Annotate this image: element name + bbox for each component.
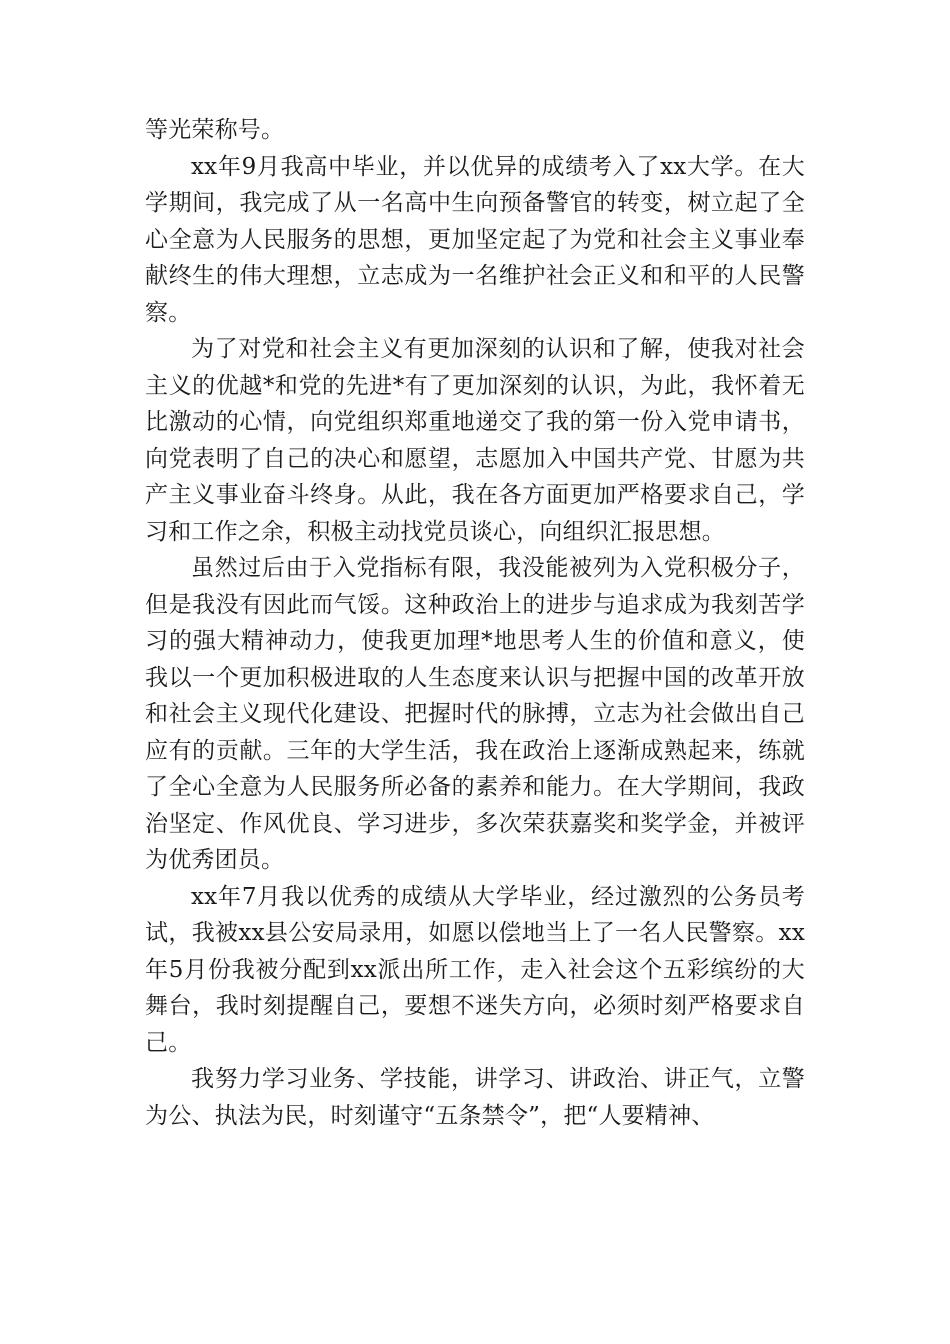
- paragraph: xx年9月我高中毕业，并以优异的成绩考入了xx大学。在大学期间，我完成了从一名高中生向预备警官的转变，树立起了全心全意为人民服务的思想，更加坚定起了为党和社会主义事业奉献终生的伟大理想，立志成为一名维护社会正义和和平的人民警察。: [145, 153, 805, 326]
- paragraph: 虽然过后由于入党指标有限，我没能被列为入党积极分子，但是我没有因此而气馁。这种政治上的进步与追求成为我刻苦学习的强大精神动力，使我更加理*地思考人生的价值和意义，使我以一个更加积极进取的人生态度来认识与把握中国的改革开放和社会主义现代化建设、把握时代的脉搏，立志为社会做出自己应有的贡献。三年的大学生活，我在政治上逐渐成熟起来，练就了全心全意为人民服务所必备的素养和能力。在大学期间，我政治坚定、作风优良、学习进步，多次荣获嘉奖和奖学金，并被评为优秀团员。: [145, 555, 805, 873]
- paragraph: 为了对党和社会主义有更加深刻的认识和了解，使我对社会主义的优越*和党的先进*有了更加深刻的认识，为此，我怀着无比激动的心情，向党组织郑重地递交了我的第一份入党申请书，向党表明了自己的决心和愿望，志愿加入中国共产党、甘愿为共产主义事业奋斗终身。从此，我在各方面更加严格要求自己，学习和工作之余，积极主动找党员谈心，向组织汇报思想。: [145, 336, 805, 545]
- document-page: [145, 112, 805, 1134]
- paragraph: xx年7月我以优秀的成绩从大学毕业，经过激烈的公务员考试，我被xx县公安局录用，如愿以偿地当上了一名人民警察。xx年5月份我被分配到xx派出所工作，走入社会这个五彩缤纷的大舞台，我时刻提醒自己，要想不迷失方向，必须时刻严格要求自己。: [145, 883, 805, 1056]
- paragraph: 我努力学习业务、学技能，讲学习、讲政治、讲正气，立警为公、执法为民，时刻谨守“五条禁令”，把“人要精神、: [145, 1066, 805, 1129]
- paragraph: 等光荣称号。: [145, 117, 285, 143]
